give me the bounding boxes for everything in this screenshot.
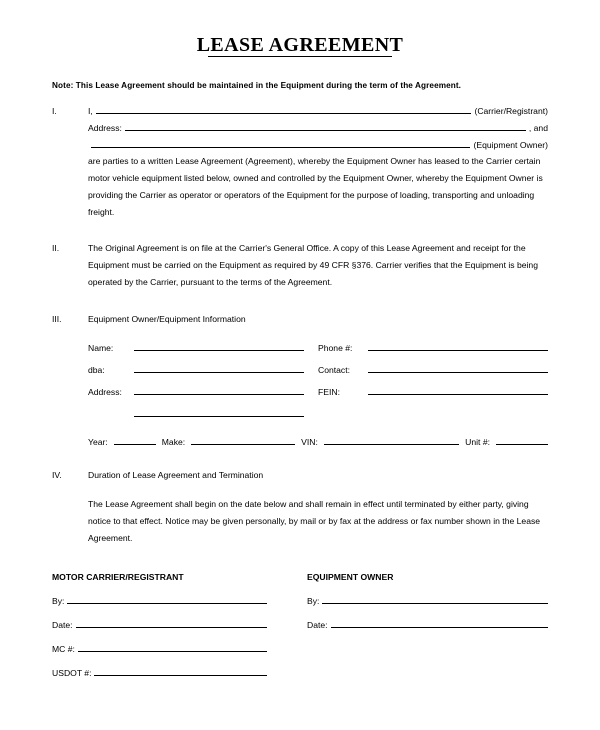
name-input[interactable] [134,341,304,351]
dba-input[interactable] [134,363,304,373]
owner-date-label: Date: [307,620,328,631]
carrier-registrant-prefix: I, [88,106,93,116]
clause-iii-numeral: III. [52,313,62,324]
owner-signature-title: EQUIPMENT OWNER [307,572,394,583]
page-title: LEASE AGREEMENT [196,34,404,56]
unit-label: Unit #: [465,437,490,448]
address-label: Address: [88,122,122,133]
clause-i [52,103,548,220]
carrier-date-label: Date: [52,620,73,631]
contact-label: Contact: [318,365,351,376]
carrier-by-input[interactable] [67,594,267,604]
carrier-registrant-input[interactable] [96,104,472,114]
signature-col-carrier [52,572,293,690]
title-underline [208,56,392,57]
field-row-fein [318,385,548,397]
vin-label: VIN: [301,437,318,448]
owner-date-row [307,618,548,630]
dba-label: dba: [88,365,105,376]
carrier-date-input[interactable] [76,618,267,628]
contact-input[interactable] [368,363,548,373]
carrier-registrant-suffix: (Carrier/Registrant) [474,106,548,116]
field-row-address [88,385,318,397]
unit-input[interactable] [496,435,548,445]
clause-i-body [88,103,548,220]
field-row-phone [318,341,548,353]
clause-iv-heading: Duration of Lease Agreement and Termination [88,470,264,481]
carrier-usdot-label: USDOT #: [52,668,92,679]
equipment-owner-row [88,137,548,154]
carrier-usdot-input[interactable] [94,666,267,676]
owner-address-input-line2[interactable] [134,407,304,417]
owner-info-left-column [52,341,318,417]
fein-input[interactable] [368,385,548,395]
owner-address-input[interactable] [134,385,304,395]
carrier-mc-label: MC #: [52,644,75,655]
clause-ii-text: The Original Agreement is on file at the Carrier's General Office. A copy of this Lease Agreement and receipt for the Equipment must be carried on the Equipment as required by 49 CFR §376. Carrier verifies that the Equipment is being operated by the Carrier, pursuant to the terms of the Agreement. [88,243,538,287]
owner-date-input[interactable] [331,618,548,628]
fein-label: FEIN: [318,387,340,398]
carrier-date-row [52,618,293,630]
carrier-by-label: By: [52,596,65,607]
signature-area [52,572,548,690]
clause-iv [52,467,548,546]
phone-label: Phone #: [318,343,353,354]
owner-by-input[interactable] [322,594,548,604]
field-row-name [88,341,318,353]
clause-iv-paragraph [88,496,548,546]
address-suffix: , and [528,122,548,133]
clause-iii-body [88,311,548,328]
clause-iii-heading: Equipment Owner/Equipment Information [88,313,246,324]
year-input[interactable] [114,435,156,445]
owner-address-label: Address: [88,387,122,398]
phone-input[interactable] [368,341,548,351]
address-input[interactable] [125,121,526,131]
clause-i-text: are parties to a written Lease Agreement (Agreement), whereby the Equipment Owner has leased to the Carrier certain motor vehicle equipment listed below, owned and controlled by the Equipment Owner, whereby the Equipment Owner is providing the Carrier as operator or operators of the Equipment for the purpose of loading, transporting and unloading freight. [88,156,543,217]
clause-ii-numeral: II. [52,243,60,254]
owner-info-right-column [318,341,548,417]
carrier-usdot-row [52,666,293,678]
clause-iv-numeral: IV. [52,470,62,481]
make-input[interactable] [191,435,295,445]
carrier-registrant-row [88,103,548,120]
name-label: Name: [88,343,114,354]
make-label: Make: [161,437,186,448]
clause-ii-body [88,240,548,290]
clause-i-numeral: I. [52,106,57,116]
clause-iv-text: The Lease Agreement shall begin on the date below and shall remain in effect until terminated by either party, giving notice to that effect. Notice may be given personally, by mail or by fax at the address or fax number shown in the Lease Agreement. [88,499,541,543]
field-row-dba [88,363,318,375]
carrier-mc-row [52,642,293,654]
address-row [88,120,548,137]
carrier-signature-title: MOTOR CARRIER/REGISTRANT [52,572,184,583]
owner-by-label: By: [307,596,320,607]
field-row-contact [318,363,548,375]
signature-col-owner [293,572,548,690]
clause-ii [52,240,548,290]
year-label: Year: [88,437,108,448]
clause-iii [52,311,548,328]
owner-by-row [307,594,548,606]
equipment-owner-info-grid [52,341,548,417]
carrier-by-row [52,594,293,606]
maintenance-note: Note: This Lease Agreement should be maintained in the Equipment during the term of the Agreement. [52,81,462,90]
equipment-owner-input[interactable] [91,138,470,148]
carrier-mc-input[interactable] [78,642,267,652]
vehicle-details-row [52,435,548,447]
title-block [52,34,548,57]
clause-i-paragraph [88,153,548,220]
equipment-owner-suffix: (Equipment Owner) [473,139,548,150]
vin-input[interactable] [324,435,459,445]
clause-iv-body [88,467,548,546]
